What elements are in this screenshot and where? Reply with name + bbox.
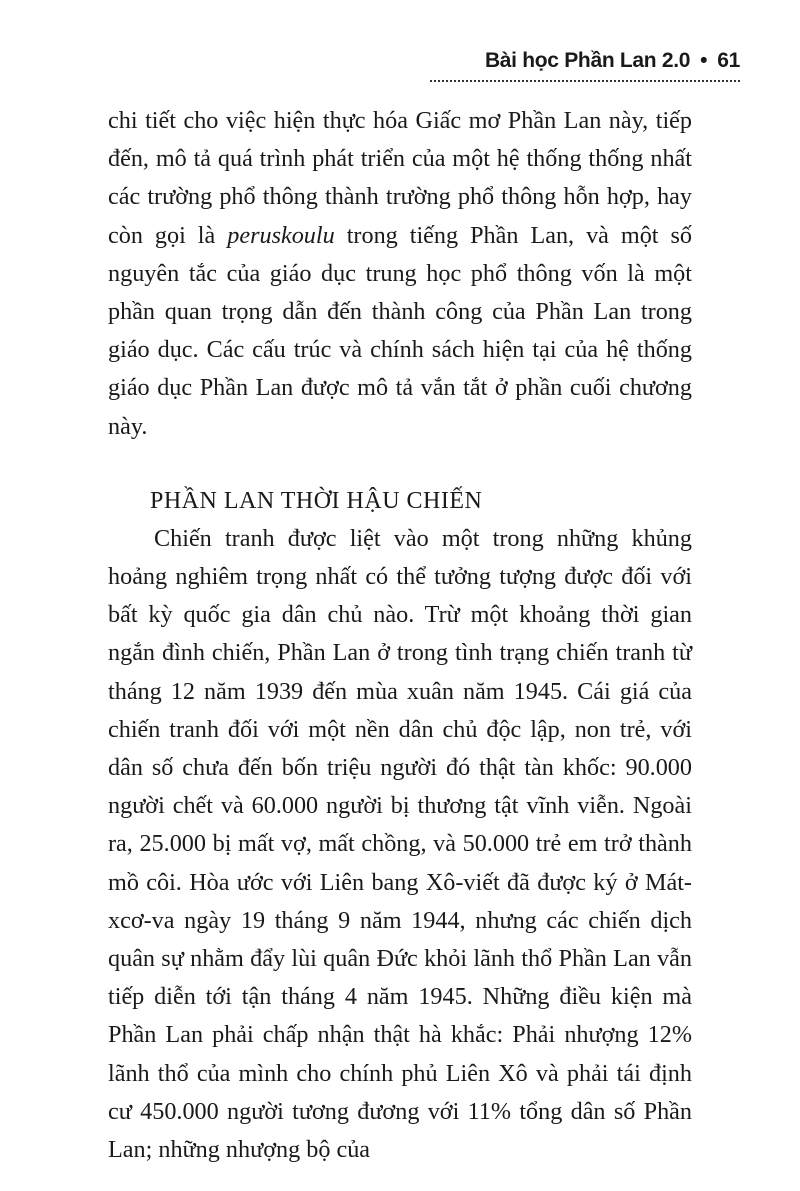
body-text xyxy=(108,102,692,1169)
paragraph-text: trong tiếng Phần Lan, và một số nguyên tắc của giáo dục trung học phổ thông vốn là một phần quan trọng dẫn đến thành công của Phần Lan trong giáo dục. Các cấu trúc và chính sách hiện tại của hệ thống giáo dục Phần Lan được mô tả vắn tắt ở phần cuối chương này. xyxy=(108,221,692,440)
header-separator: • xyxy=(700,49,708,72)
paragraph-continuation xyxy=(108,102,692,446)
paragraph: Chiến tranh được liệt vào một trong những khủng hoảng nghiêm trọng nhất có thể tưởng tượng được đối với bất kỳ quốc gia dân chủ nào. Trừ một khoảng thời gian ngắn đình chiến, Phần Lan ở trong tình trạng chiến tranh từ tháng 12 năm 1939 đến mùa xuân năm 1945. Cái giá của chiến tranh đối với một nền dân chủ độc lập, non trẻ, với dân số chưa đến bốn triệu người đó thật tàn khốc: 90.000 người chết và 60.000 người bị thương tật vĩnh viễn. Ngoài ra, 25.000 bị mất vợ, mất chồng, và 50.000 trẻ em trở thành mồ côi. Hòa ước với Liên bang Xô-viết đã được ký ở Mát-xcơ-va ngày 19 tháng 9 năm 1944, nhưng các chiến dịch quân sự nhằm đẩy lùi quân Đức khỏi lãnh thổ Phần Lan vẫn tiếp diễn tới tận tháng 4 năm 1945. Những điều kiện mà Phần Lan phải chấp nhận thật hà khắc: Phải nhượng 12% lãnh thổ của mình cho chính phủ Liên Xô và phải tái định cư 450.000 người tương đương với 11% tổng dân số Phần Lan; những nhượng bộ của xyxy=(108,524,692,1164)
paragraph-text: chi tiết cho việc hiện thực hóa Giấc mơ Phần Lan này, tiếp đến, mô tả quá trình phát triển của một hệ thống thống nhất các trường phổ thông thành trường phổ thông hỗn hợp, hay còn gọi là xyxy=(108,107,692,249)
section-heading: PHẦN LAN THỜI HẬU CHIẾN xyxy=(150,487,483,514)
page-number: 61 xyxy=(717,49,740,72)
running-header xyxy=(430,46,740,82)
italic-term: peruskoulu xyxy=(227,221,335,249)
book-title: Bài học Phần Lan 2.0 xyxy=(484,49,691,72)
